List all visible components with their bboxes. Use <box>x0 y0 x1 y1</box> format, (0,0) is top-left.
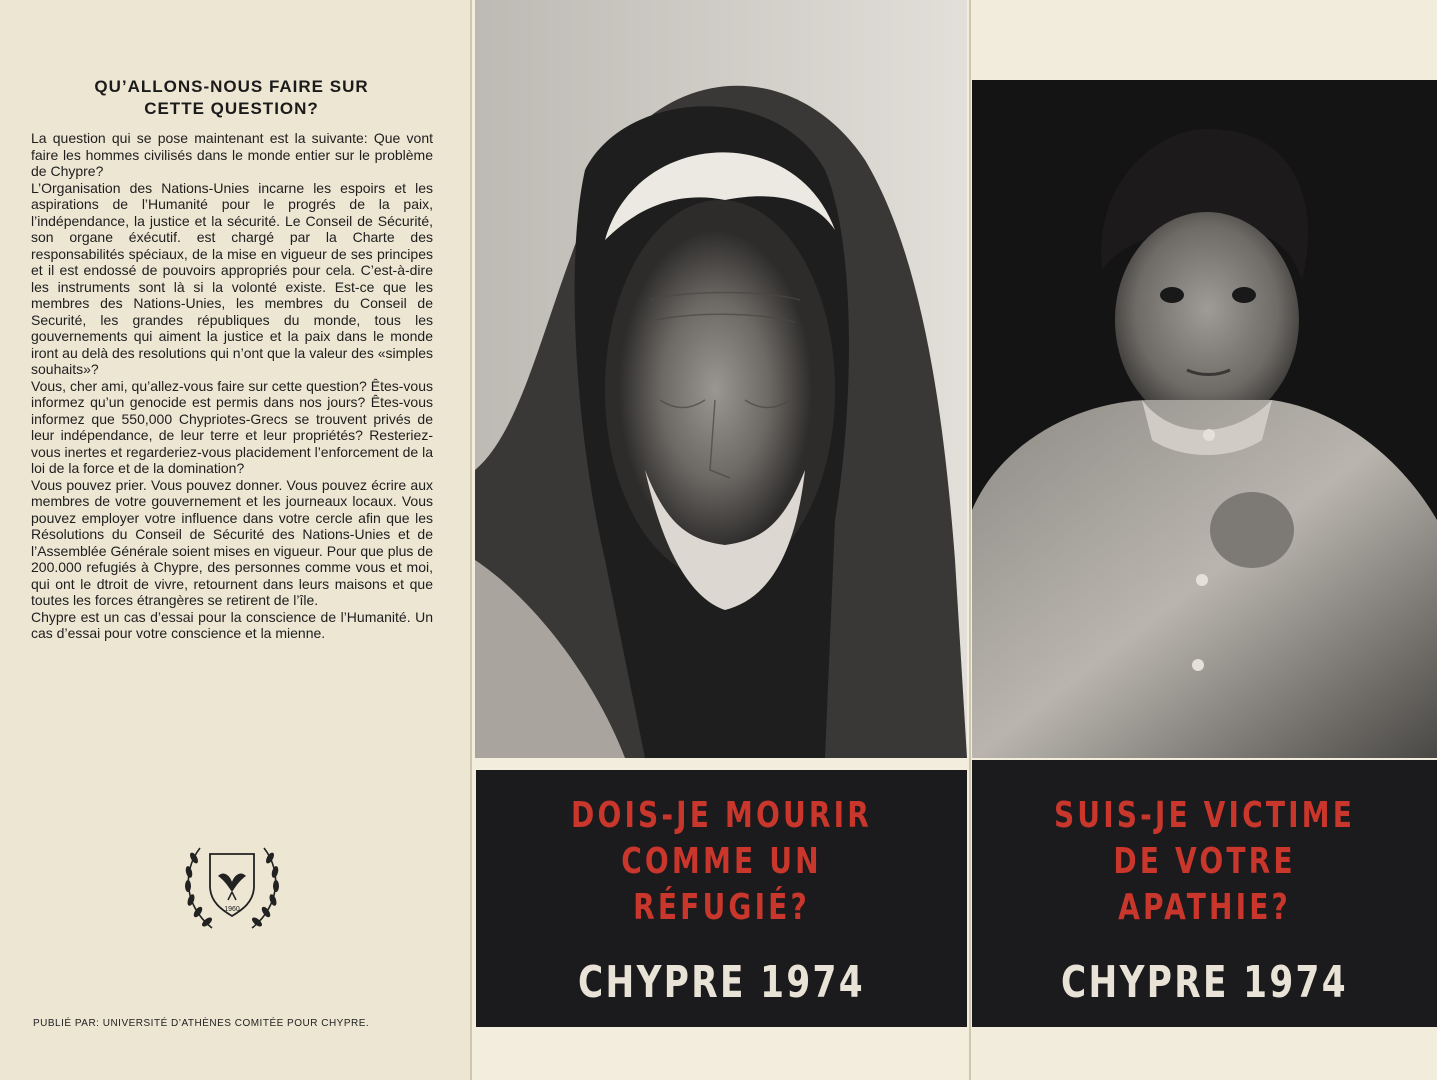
heading-line-1: QU’ALLONS-NOUS FAIRE SUR <box>94 77 369 96</box>
right-headline <box>1023 793 1386 931</box>
paragraph-question: La question qui se pose maintenant est la suivante: Que vont faire les hommes civilisés dans le monde entier sur le problème de Chypre? <box>31 130 433 179</box>
middle-headline-line-1: DOIS-JE MOURIR <box>571 795 872 836</box>
fold-line-right <box>969 0 971 1080</box>
middle-year-label: CHYPRE 1974 <box>577 957 865 1008</box>
paragraph-conscience: Chypre est un cas d’essai pour la conscience de l’Humanité. Un cas d’essai pour votre conscience et la mienne. <box>31 608 433 641</box>
middle-title-box <box>476 770 967 1027</box>
body-text <box>31 130 433 642</box>
child-photo <box>972 80 1437 758</box>
right-headline-line-1: SUIS-JE VICTIME <box>1053 795 1356 836</box>
right-year-label: CHYPRE 1974 <box>1060 957 1348 1008</box>
cyprus-emblem-icon <box>180 836 284 936</box>
paragraph-action: Vous pouvez prier. Vous pouvez donner. Vous pouvez écrire aux membres de votre gouvernement et les journeaux locaux. Vous pouvez employer votre influence dans votre cercle afin que les Résolutions du Conseil de Sécurité des Nations-Unies et de l’Assemblée Générale soient mises en vigueur. Pour que plus de 200.000 refugiés à Chypre, des personnes comme vous et moi, qui ont le dtroit de vivre, retournent dans leurs maisons et que toutes les forces étrangères se retirent de l’île. <box>31 476 433 608</box>
left-panel <box>0 0 470 1080</box>
right-title-box <box>972 760 1437 1027</box>
section-heading <box>30 76 433 120</box>
right-headline-line-2: DE VOTRE APATHIE? <box>1113 841 1296 928</box>
paragraph-un: L’Organisation des Nations-Unies incarne les espoirs et les aspirations de l’Humanité pour le progrés de la paix, l’indépendance, la justice et la sécurité. Le Conseil de Sécurité, son organe éxécutif. est chargé par la Charte des responsabilités spéciaux, de la mise en vigueur de ses principes et il est endossé de pouvoirs appropriés pour cela. C’est-à-dire les instruments sont là si la volonté existe. Est-ce que les membres des Nations-Unies, les membres du Conseil de Securité, les grandes républiques du monde, tous les gouvernements qui aiment la justice et la paix dans le monde iront au delà des resolutions qui n’ont que la valeur des «simples souhaits»? <box>31 179 433 377</box>
heading-line-2: CETTE QUESTION? <box>144 99 319 118</box>
old-man-photo <box>475 0 967 758</box>
paragraph-friend: Vous, cher ami, qu’allez-vous faire sur cette question? Êtes-vous informez qu’un genocide est permis dans nos jours? Êtes-vous informez que 550,000 Chypriotes-Grecs se trouvent privés de leur indépendance, de leur terre et leur propriétés? Resteriez-vous inertes et regarderiez-vous placidement l’enforcement de la loi de la force et de la domination? <box>31 377 433 476</box>
middle-headline-line-2: COMME UN RÉFUGIÉ? <box>621 841 822 928</box>
publisher-credit: PUBLIÉ PAR: UNIVERSITÉ D’ATHÈNES COMITÉE POUR CHYPRE. <box>33 1018 370 1029</box>
middle-headline <box>530 793 913 931</box>
emblem-year: 1960 <box>224 906 240 913</box>
